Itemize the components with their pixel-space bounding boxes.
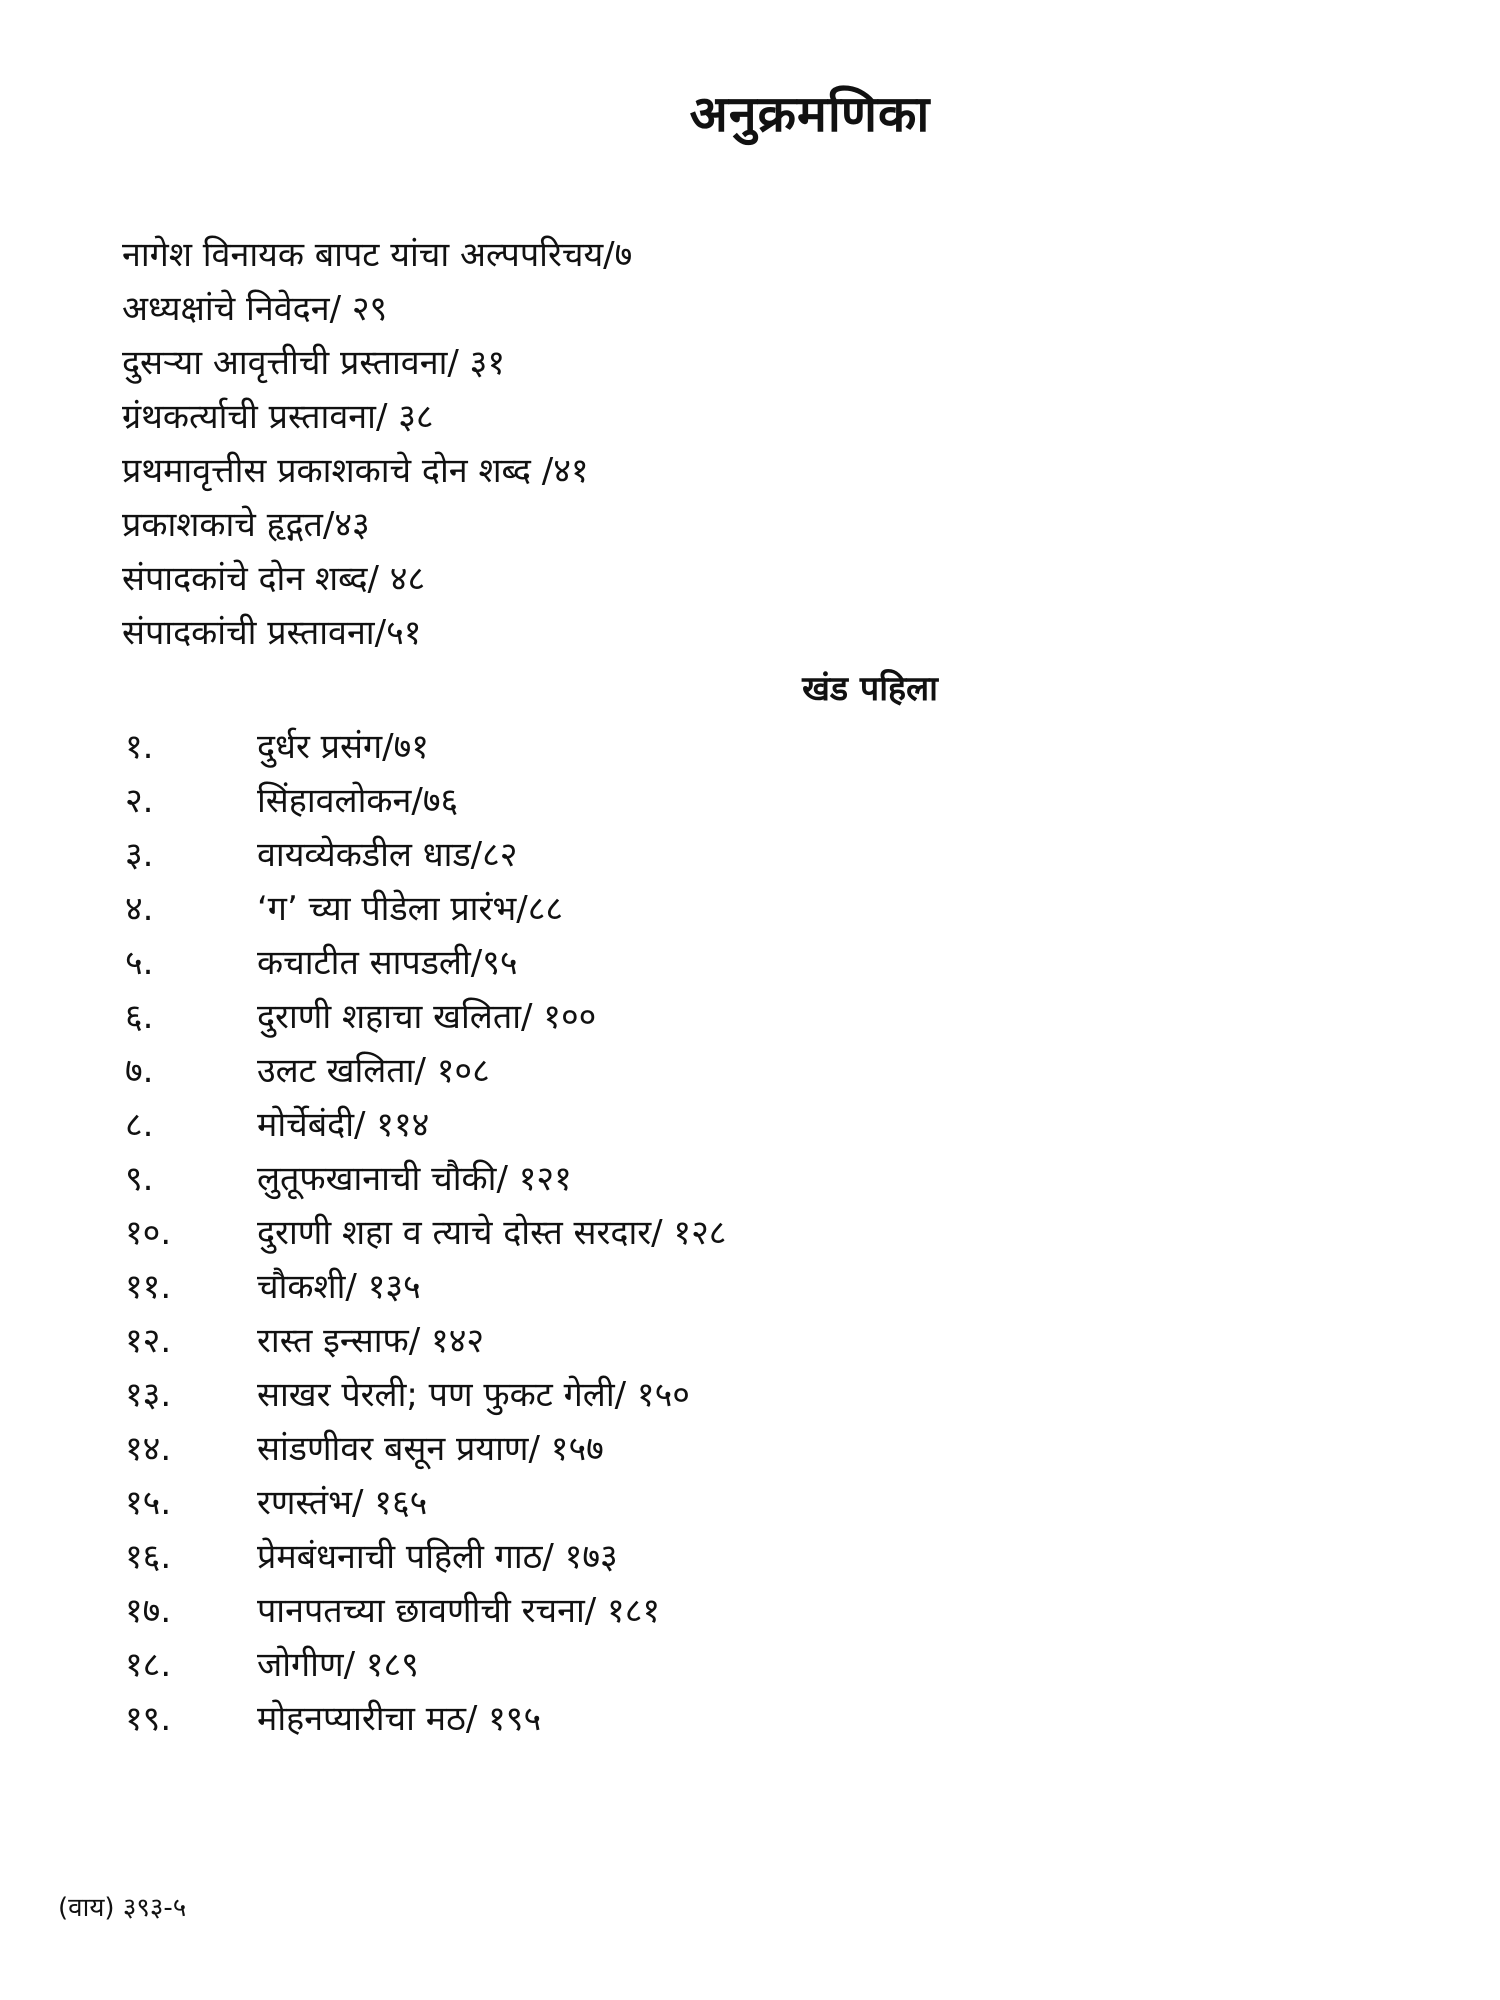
chapter-row	[125, 1044, 1375, 1098]
chapter-title: मोहनप्यारीचा मठ/ १९५	[257, 1699, 542, 1739]
chapter-number: ३.	[125, 835, 154, 875]
chapter-title: प्रेमबंधनाची पहिली गाठ/ १७३	[257, 1537, 618, 1577]
chapter-row	[125, 1692, 1375, 1746]
chapter-number: १९.	[125, 1699, 172, 1739]
section-heading: खंड पहिला	[802, 669, 938, 709]
front-matter-item: संपादकांचे दोन शब्द/ ४८	[122, 559, 426, 599]
chapter-number: ७.	[125, 1051, 154, 1091]
chapter-row	[125, 1368, 1375, 1422]
chapter-number: १.	[125, 727, 154, 767]
front-matter-item: प्रथमावृत्तीस प्रकाशकाचे दोन शब्द /४१	[122, 451, 589, 491]
chapter-number: १८.	[125, 1645, 172, 1685]
chapter-number: ४.	[125, 889, 154, 929]
print-code: (वाय) ३९३-५	[58, 1893, 187, 1923]
chapter-row	[125, 1476, 1375, 1530]
chapter-row	[125, 1530, 1375, 1584]
front-matter-item: दुसऱ्या आवृत्तीची प्रस्तावना/ ३१	[122, 343, 505, 383]
chapter-number: १२.	[125, 1321, 172, 1361]
chapter-row	[125, 1638, 1375, 1692]
chapter-number: २.	[125, 781, 154, 821]
chapter-number: ५.	[125, 943, 154, 983]
chapter-row	[125, 1314, 1375, 1368]
chapter-title: पानपतच्या छावणीची रचना/ १८१	[257, 1591, 661, 1631]
front-matter-item: नागेश विनायक बापट यांचा अल्पपरिचय/७	[122, 235, 633, 275]
chapter-title: जोगीण/ १८९	[257, 1645, 419, 1685]
chapter-title: दुर्धर प्रसंग/७१	[257, 727, 429, 767]
front-matter-item: ग्रंथकर्त्याची प्रस्तावना/ ३८	[122, 397, 434, 437]
chapter-title: रास्त इन्साफ/ १४२	[257, 1321, 485, 1361]
chapter-row	[125, 990, 1375, 1044]
front-matter-item: संपादकांची प्रस्तावना/५१	[122, 613, 422, 653]
chapter-row	[125, 828, 1375, 882]
chapter-number: १७.	[125, 1591, 172, 1631]
chapter-title: सिंहावलोकन/७६	[257, 781, 459, 821]
front-matter-list	[122, 228, 1322, 660]
chapter-title: सांडणीवर बसून प्रयाण/ १५७	[257, 1429, 604, 1469]
chapter-number: ११.	[125, 1267, 172, 1307]
chapter-row	[125, 1260, 1375, 1314]
chapter-title: चौकशी/ १३५	[257, 1267, 421, 1307]
chapter-number: १४.	[125, 1429, 172, 1469]
chapter-row	[125, 774, 1375, 828]
chapter-title: वायव्येकडील धाड/८२	[257, 835, 518, 875]
chapter-number: ६.	[125, 997, 154, 1037]
chapter-number: ८.	[125, 1105, 154, 1145]
chapter-title: उलट खलिता/ १०८	[257, 1051, 490, 1091]
chapter-row	[125, 882, 1375, 936]
front-matter-item: प्रकाशकाचे हृद्गत/४३	[122, 505, 370, 545]
chapter-row	[125, 1152, 1375, 1206]
chapter-row	[125, 1098, 1375, 1152]
chapter-title: लुतूफखानाची चौकी/ १२१	[257, 1159, 572, 1199]
chapter-row	[125, 1422, 1375, 1476]
front-matter-item: अध्यक्षांचे निवेदन/ २९	[122, 289, 388, 329]
chapter-number: ९.	[125, 1159, 154, 1199]
chapter-row	[125, 1206, 1375, 1260]
chapter-number: १३.	[125, 1375, 172, 1415]
chapter-title: ‘ग’ च्या पीडेला प्रारंभ/८८	[257, 889, 564, 929]
chapter-title: साखर पेरली; पण फुकट गेली/ १५०	[257, 1375, 690, 1415]
chapter-number: १६.	[125, 1537, 172, 1577]
chapter-title: मोर्चेबंदी/ ११४	[257, 1105, 430, 1145]
chapter-number: १५.	[125, 1483, 172, 1523]
chapter-row	[125, 720, 1375, 774]
chapter-number: १०.	[125, 1213, 172, 1253]
page-title: अनुक्रमणिका	[689, 85, 931, 143]
chapter-title: दुराणी शहाचा खलिता/ १००	[257, 997, 597, 1037]
chapter-row	[125, 1584, 1375, 1638]
chapter-title: रणस्तंभ/ १६५	[257, 1483, 428, 1523]
chapter-title: दुराणी शहा व त्याचे दोस्त सरदार/ १२८	[257, 1213, 727, 1253]
chapter-title: कचाटीत सापडली/९५	[257, 943, 518, 983]
chapter-row	[125, 936, 1375, 990]
chapter-list	[125, 720, 1375, 1746]
